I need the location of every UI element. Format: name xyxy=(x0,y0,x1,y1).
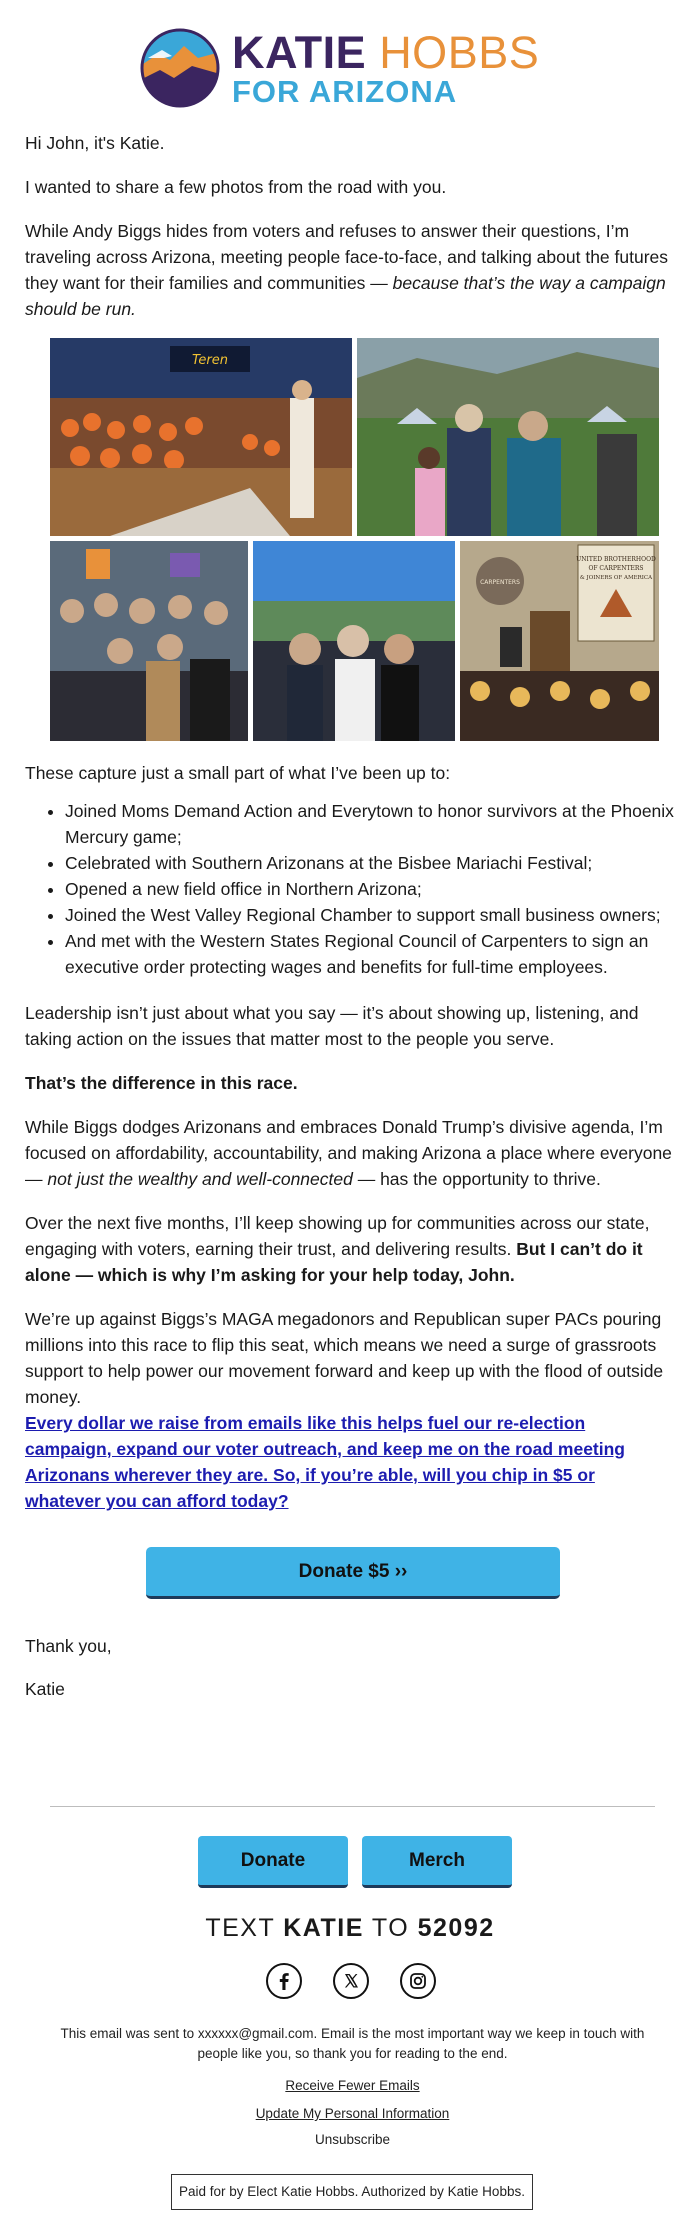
facebook-glyph xyxy=(268,1965,300,1997)
seal-text: CARPENTERS xyxy=(480,579,520,586)
photo-mercury-game-image xyxy=(50,338,352,536)
photo-chamber-selfie-image xyxy=(253,541,455,741)
instagram-glyph xyxy=(402,1965,434,1997)
greeting xyxy=(25,130,675,156)
list-item: • Joined Moms Demand Action and Everytown to honor survivors at the Phoenix Mercury game; xyxy=(65,798,675,850)
paragraph-3-text: These capture just a small part of what I’ve been up to: xyxy=(25,763,451,783)
arizona-landscape-icon xyxy=(140,28,220,108)
signoff-text: Thank you, xyxy=(25,1636,112,1656)
facebook-icon[interactable] xyxy=(266,1963,302,1999)
list-item: • Joined the West Valley Regional Chamber to support small business owners; xyxy=(65,902,675,928)
photo-mariachi-festival-image xyxy=(357,338,659,536)
paragraph-7-text: Over the next five months, I’ll keep showing up for communities across our state, engaging with voters, earning their trust, and delivering results. xyxy=(25,1213,650,1259)
photo-mercury-game xyxy=(50,338,352,536)
paragraph-4-text: Leadership isn’t just about what you say — it’s about showing up, listening, and taking action on the issues that matter most to the people you serve. xyxy=(25,1003,639,1049)
update-personal-info-link[interactable]: Update My Personal Information xyxy=(255,2106,450,2121)
signature-text: Katie xyxy=(25,1679,65,1699)
signature xyxy=(25,1676,675,1702)
paragraph-2 xyxy=(25,218,675,322)
paragraph-6-text: While Biggs dodges Arizonans and embraces Donald Trump’s divisive agenda, I’m focused on affordability, accountability, and making Arizona a place where everyone — xyxy=(25,1117,672,1189)
banner-line-1: UNITED BROTHERHOOD xyxy=(576,556,656,563)
receive-fewer-link-row xyxy=(50,2076,655,2096)
unsubscribe-link[interactable]: Unsubscribe xyxy=(314,2132,391,2147)
logo-subtitle: FOR ARIZONA xyxy=(232,74,458,109)
paragraph-6-emphasis: not just the wealthy and well-connected xyxy=(47,1169,353,1189)
paragraph-3 xyxy=(25,760,675,786)
footer-donate-button[interactable]: Donate xyxy=(198,1836,348,1888)
paragraph-1-text: I wanted to share a few photos from the road with you. xyxy=(25,177,447,197)
greeting-text: Hi John, it's Katie. xyxy=(25,133,165,153)
footer-divider xyxy=(50,1806,655,1807)
paragraph-7 xyxy=(25,1210,675,1288)
text-prefix: TEXT xyxy=(205,1914,284,1942)
signoff xyxy=(25,1633,675,1659)
twitter-glyph xyxy=(335,1965,367,1997)
list-item: • And met with the Western States Regional Council of Carpenters to sign an executive order protecting wages and benefits for full-time employees. xyxy=(65,928,675,980)
update-info-link-row xyxy=(50,2104,655,2124)
paragraph-5 xyxy=(25,1070,675,1096)
banner-line-3: & JOINERS OF AMERICA xyxy=(579,575,653,581)
sent-notice: This email was sent to xxxxxx@gmail.com. Email is the most important way we keep in touch with people like you, so thank you for reading to the end. xyxy=(60,2026,645,2061)
photo-sign-text: Teren xyxy=(192,353,228,368)
text-to-join xyxy=(0,1912,700,1944)
donate-appeal-link[interactable]: Every dollar we raise from emails like this helps fuel our re-election campaign, expand our voter outreach, and keep me on the road meeting Arizonans wherever they are. So, if you’re able, will you chip in $5 or whatever you can afford today? xyxy=(25,1413,625,1511)
logo-first-name: KATIE xyxy=(232,27,367,78)
logo-last-name: HOBBS xyxy=(379,27,540,78)
photo-carpenters-council xyxy=(460,541,659,741)
paragraph-8 xyxy=(25,1306,675,1410)
paragraph-7-emphasis: But I can’t do it alone — which is why I’m asking for your help today, John. xyxy=(25,1239,643,1285)
paragraph-2-emphasis: because that’s the way a campaign should be run. xyxy=(25,273,666,319)
footer-merch-button[interactable]: Merch xyxy=(362,1836,512,1888)
paragraph-5-text: That’s the difference in this race. xyxy=(25,1073,298,1093)
text-keyword: KATIE xyxy=(283,1914,364,1942)
campaign-logo xyxy=(140,28,560,110)
paragraph-8-text: We’re up against Biggs’s MAGA megadonors and Republican super PACs pouring millions into this race to flip this seat, which means we need a surge of grassroots support to help power our movement forward and keep up with the flood of outside money. xyxy=(25,1309,664,1407)
instagram-icon[interactable] xyxy=(400,1963,436,1999)
paragraph-1 xyxy=(25,174,675,200)
paragraph-6-end: — has the opportunity to thrive. xyxy=(352,1169,601,1189)
paragraph-4 xyxy=(25,1000,675,1052)
list-item: • Celebrated with Southern Arizonans at the Bisbee Mariachi Festival; xyxy=(65,850,675,876)
photo-field-office xyxy=(50,541,248,741)
list-item: • Opened a new field office in Northern Arizona; xyxy=(65,876,675,902)
text-mid: TO xyxy=(363,1914,418,1942)
photo-chamber-selfie xyxy=(253,541,455,741)
unsubscribe-row xyxy=(50,2130,655,2150)
text-number: 52092 xyxy=(417,1914,495,1942)
banner-line-2: OF CARPENTERS xyxy=(588,565,644,572)
donate-5-button[interactable]: Donate $5 ›› xyxy=(146,1547,560,1599)
paragraph-2-text: While Andy Biggs hides from voters and refuses to answer their questions, I’m traveling across Arizona, meeting people face-to-face, and talking about the futures they want for their families and communities — xyxy=(25,221,669,293)
achievement-list xyxy=(25,798,675,980)
logo-wordmark xyxy=(232,28,539,78)
photo-field-office-image xyxy=(50,541,248,741)
paragraph-6 xyxy=(25,1114,675,1192)
photo-carpenters-council-image xyxy=(460,541,659,741)
twitter-icon[interactable] xyxy=(333,1963,369,1999)
photo-mariachi-festival xyxy=(357,338,659,536)
paid-for-disclaimer: Paid for by Elect Katie Hobbs. Authorized by Katie Hobbs. xyxy=(171,2174,533,2210)
receive-fewer-emails-link[interactable]: Receive Fewer Emails xyxy=(285,2078,420,2093)
